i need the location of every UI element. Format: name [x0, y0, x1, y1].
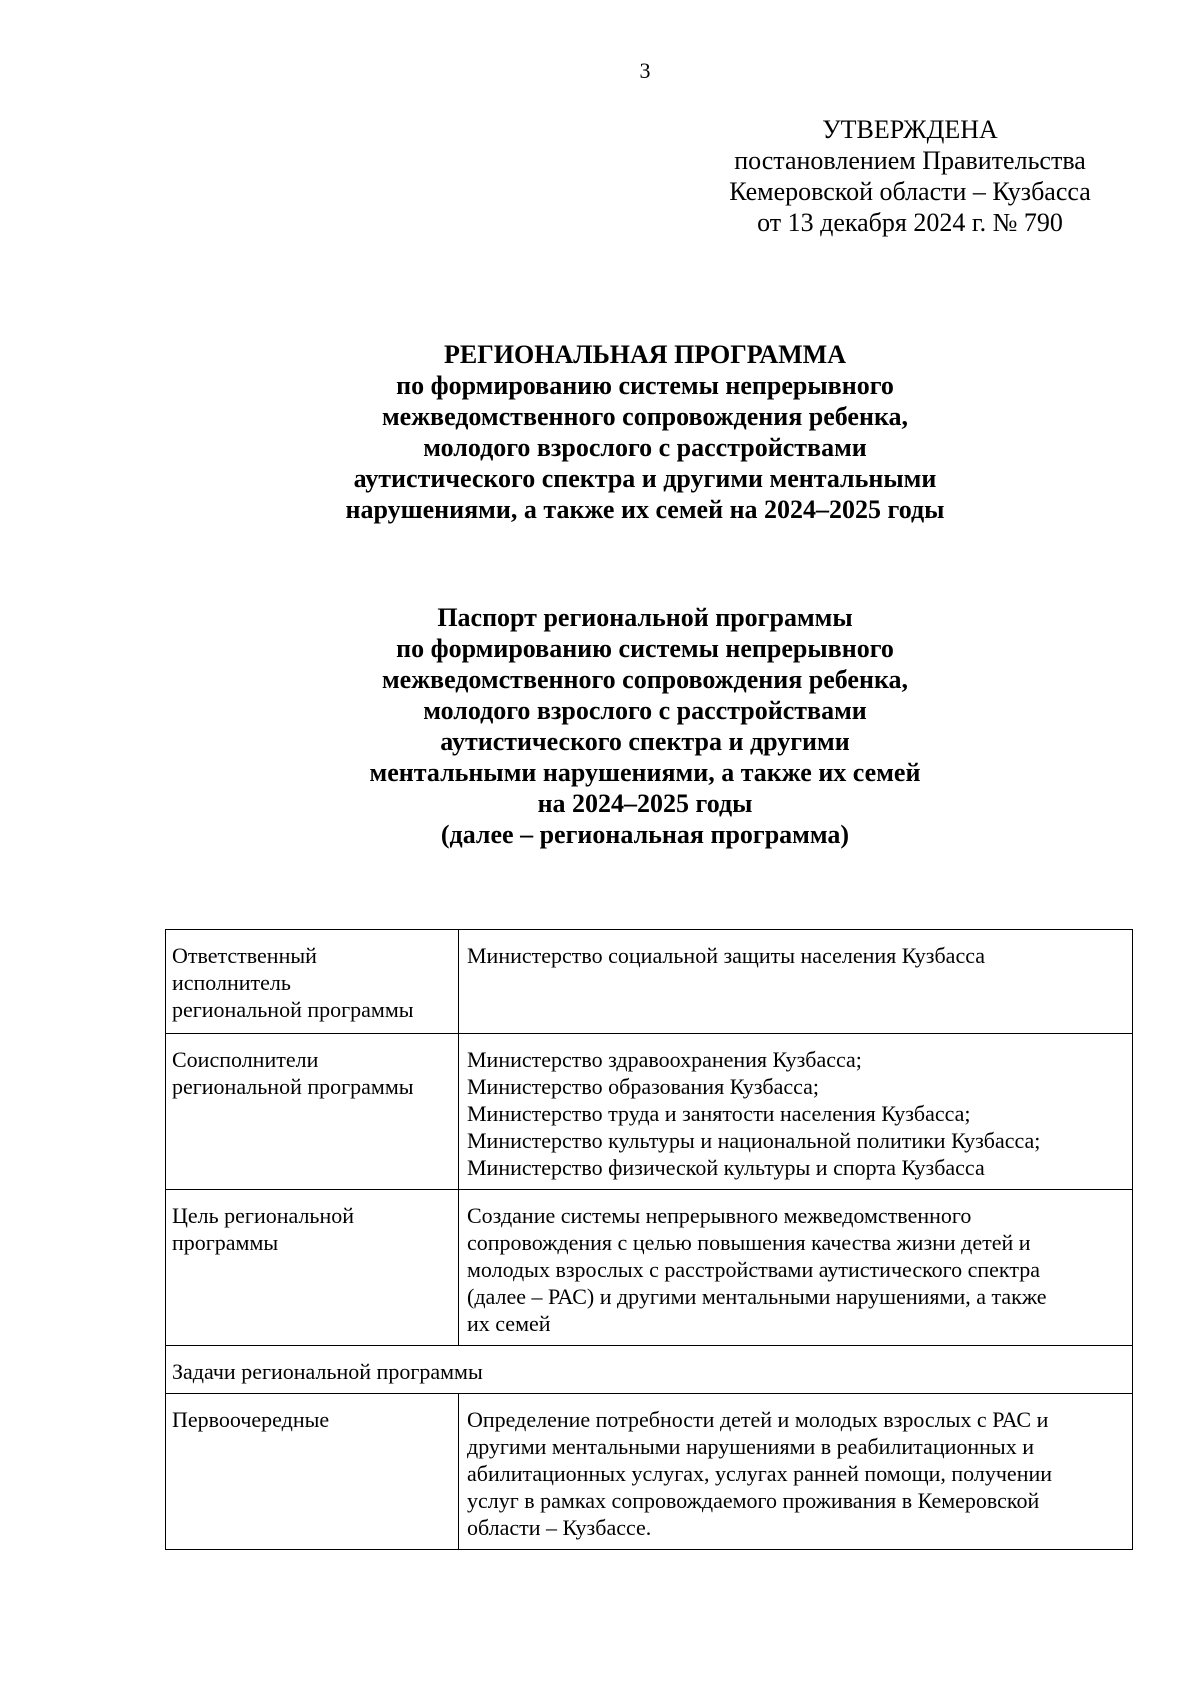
row-value-line: их семей [467, 1311, 551, 1336]
program-title-line: РЕГИОНАЛЬНАЯ ПРОГРАММА [444, 340, 846, 369]
passport-title-line: по формированию системы непрерывного [396, 634, 894, 663]
program-title-line: нарушениями, а также их семей на 2024–2025 годы [345, 495, 945, 524]
row-label-line: Соисполнители [172, 1047, 319, 1072]
row-value-line: Министерство физической культуры и спорта Кузбасса [467, 1155, 985, 1180]
row-value-line: Создание системы непрерывного межведомственного [467, 1203, 972, 1228]
row-value-line: Министерство культуры и национальной политики Кузбасса; [467, 1128, 1041, 1153]
row-value-line: области – Кузбассе. [467, 1515, 652, 1540]
program-title-line: молодого взрослого с расстройствами [423, 433, 867, 462]
tasks-header-text: Задачи региональной программы [172, 1359, 483, 1384]
row-full-width [166, 1346, 1133, 1394]
passport-title-line: Паспорт региональной программы [437, 603, 853, 632]
program-title-line: аутистического спектра и другими ментальными [353, 464, 937, 493]
row-value-line: Определение потребности детей и молодых взрослых с РАС и [467, 1407, 1049, 1432]
row-value [459, 1034, 1133, 1190]
row-value-line: молодых взрослых с расстройствами аутистического спектра [467, 1257, 1040, 1282]
row-value-line: абилитационных услугах, услугах ранней помощи, получении [467, 1461, 1053, 1486]
passport-title [250, 602, 1040, 850]
row-value [459, 930, 1133, 1034]
row-value [459, 1394, 1133, 1550]
approval-stamp [690, 114, 1130, 238]
row-label [166, 1394, 459, 1550]
table-row-priority [166, 1394, 1133, 1550]
row-label [166, 930, 459, 1034]
passport-table [165, 929, 1133, 1550]
program-title [250, 339, 1040, 525]
passport-title-line: молодого взрослого с расстройствами [423, 696, 867, 725]
row-value-line: другими ментальными нарушениями в реабилитационных и [467, 1434, 1034, 1459]
row-value-line: услуг в рамках сопровождаемого проживания в Кемеровской [467, 1488, 1040, 1513]
row-value-line: Министерство социальной защиты населения Кузбасса [467, 943, 986, 968]
table-row-goal [166, 1190, 1133, 1346]
program-title-line: по формированию системы непрерывного [396, 371, 894, 400]
passport-title-line: межведомственного сопровождения ребенка, [381, 665, 909, 694]
row-value-line: Министерство труда и занятости населения Кузбасса; [467, 1101, 971, 1126]
row-label-line: Первоочередные [172, 1407, 330, 1432]
row-value [459, 1190, 1133, 1346]
table-row-co-executors [166, 1034, 1133, 1190]
row-label-line: Цель региональной [172, 1203, 355, 1228]
row-label-line: региональной программы [172, 1074, 414, 1099]
page-number: 3 [639, 58, 651, 83]
approval-line: УТВЕРЖДЕНА [822, 115, 998, 144]
row-label-line: исполнитель [172, 970, 291, 995]
row-label [166, 1190, 459, 1346]
row-value-line: (далее – РАС) и другими ментальными нарушениями, а также [467, 1284, 1047, 1309]
passport-title-line: ментальными нарушениями, а также их семей [369, 758, 921, 787]
approval-line: Кемеровской области – Кузбасса [729, 177, 1091, 206]
approval-line: постановлением Правительства [734, 146, 1086, 175]
table-row-responsible [166, 930, 1133, 1034]
program-title-line: межведомственного сопровождения ребенка, [381, 402, 909, 431]
passport-title-line: аутистического спектра и другими [440, 727, 850, 756]
row-label-line: региональной программы [172, 997, 414, 1022]
row-value-line: Министерство образования Кузбасса; [467, 1074, 820, 1099]
row-value-line: сопровождения с целью повышения качества жизни детей и [467, 1230, 1031, 1255]
approval-line: от 13 декабря 2024 г. № 790 [757, 208, 1063, 237]
row-label-line: Ответственный [172, 943, 317, 968]
passport-title-line: (далее – региональная программа) [440, 820, 850, 849]
row-label [166, 1034, 459, 1190]
passport-title-line: на 2024–2025 годы [537, 789, 753, 818]
row-label-line: программы [172, 1230, 279, 1255]
row-value-line: Министерство здравоохранения Кузбасса; [467, 1047, 862, 1072]
table-row-tasks-header [166, 1346, 1133, 1394]
